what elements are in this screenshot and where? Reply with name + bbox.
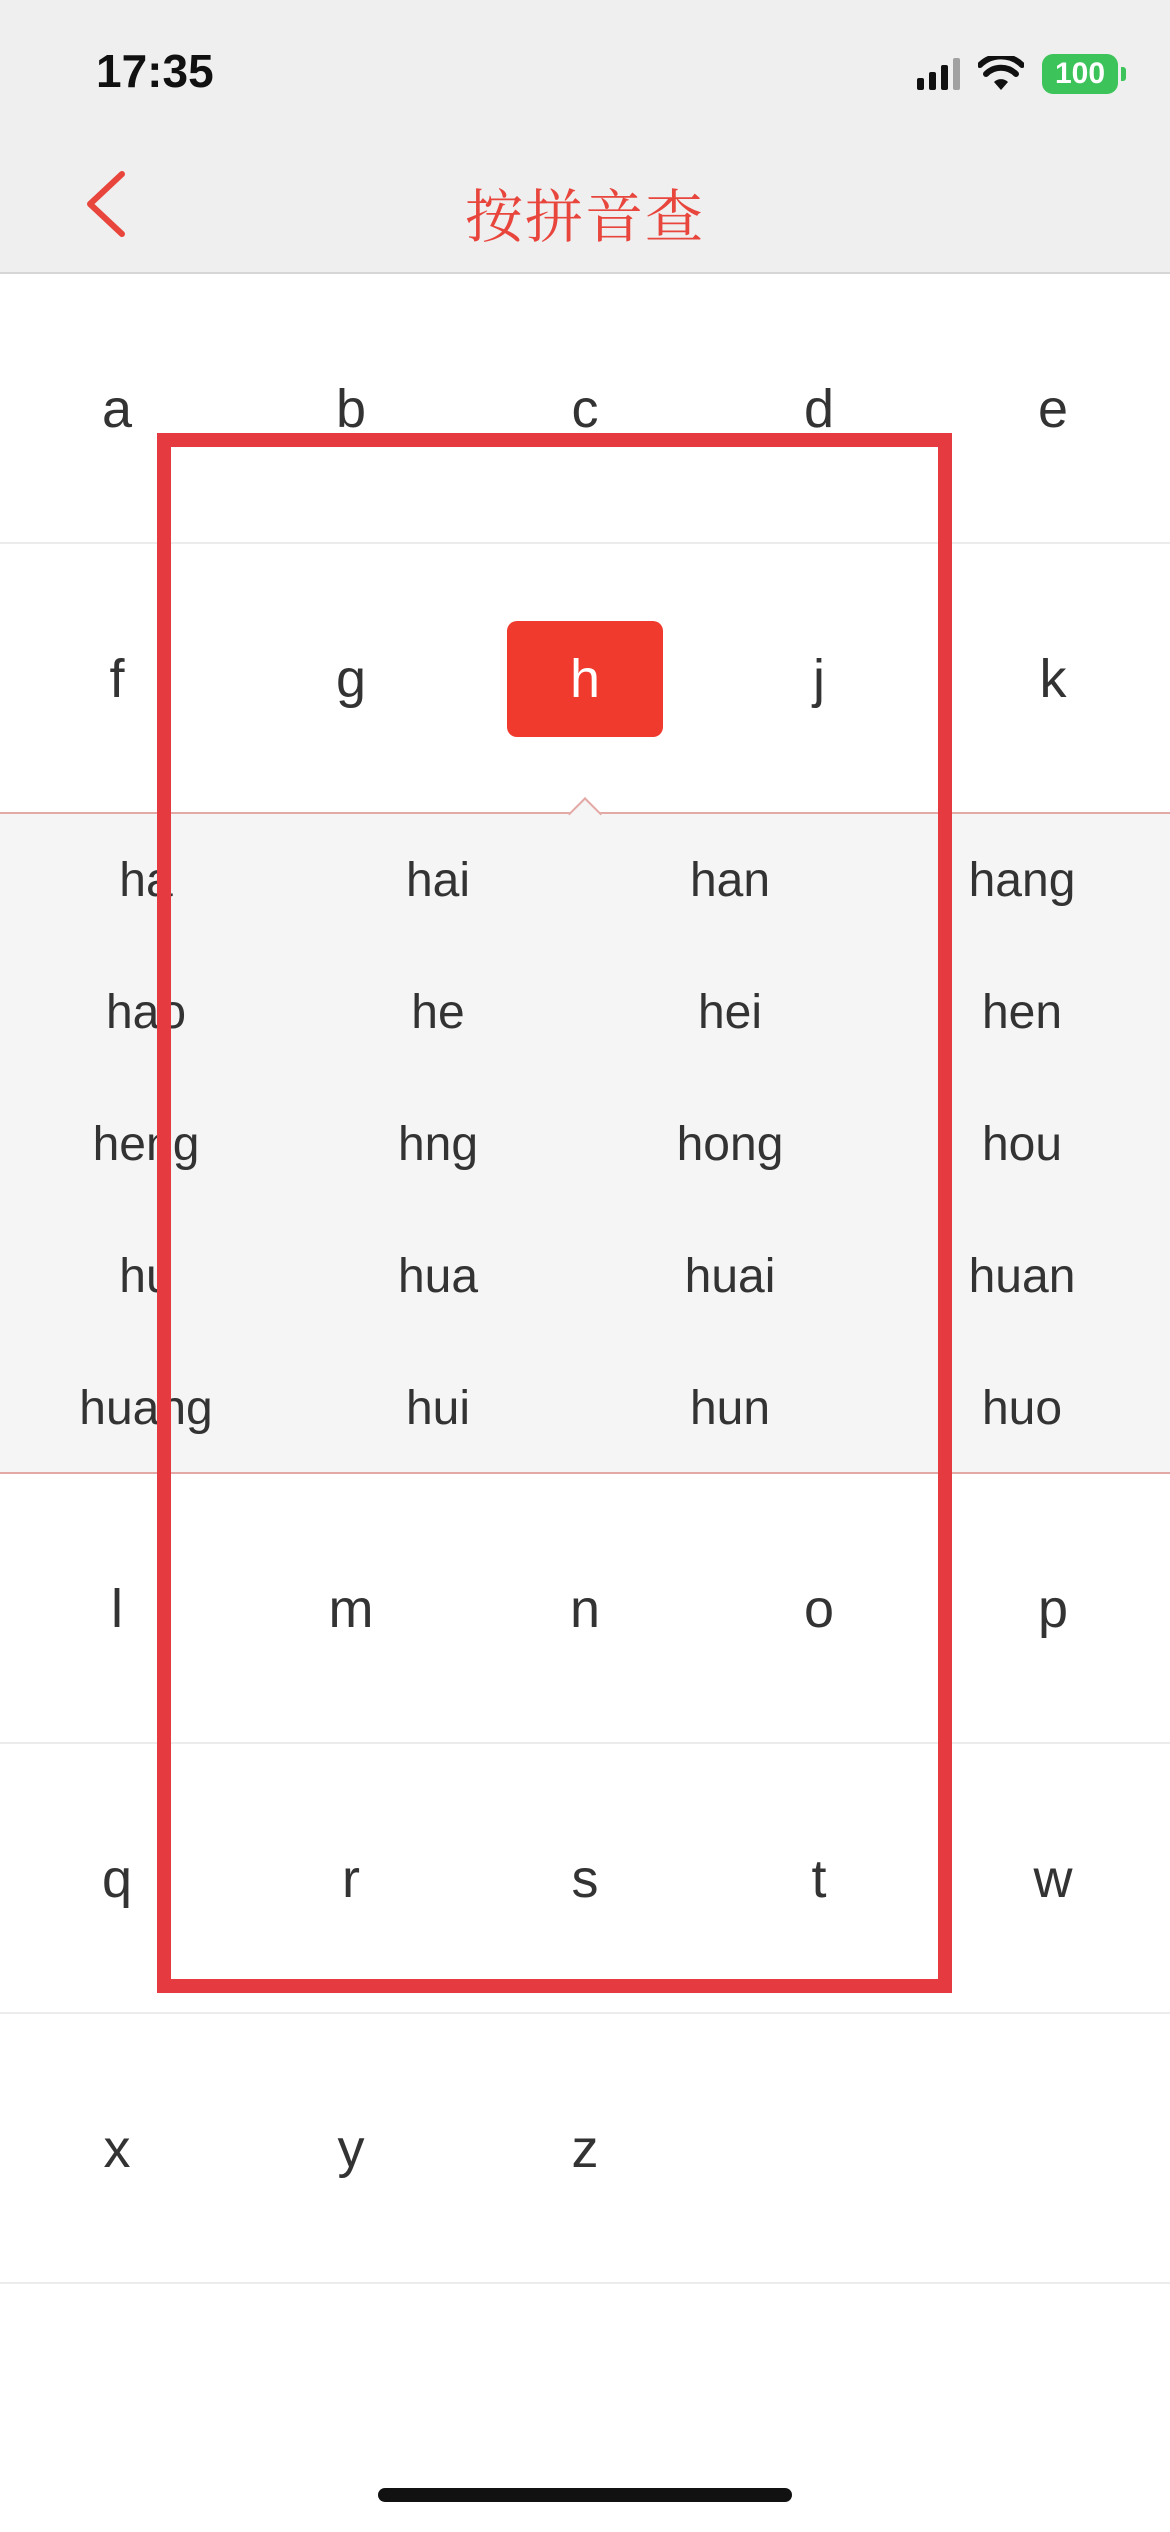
syllable-item[interactable]: he xyxy=(411,985,465,1039)
letter-key[interactable]: r xyxy=(342,1849,360,1909)
letter-key[interactable]: g xyxy=(335,649,367,709)
letter-key[interactable]: n xyxy=(569,1579,601,1639)
syllable-item[interactable]: hng xyxy=(397,1117,479,1171)
syllable-item[interactable]: hang xyxy=(968,853,1076,907)
pinyin-letter-grid xyxy=(0,274,1170,2284)
home-indicator[interactable] xyxy=(378,2488,792,2502)
syllable-item[interactable]: heng xyxy=(92,1117,200,1171)
letter-key[interactable]: s xyxy=(571,1849,599,1909)
syllable-item[interactable]: hao xyxy=(105,985,187,1039)
wifi-icon xyxy=(978,56,1024,92)
syllable-item[interactable]: hai xyxy=(405,853,471,907)
status-time: 17:35 xyxy=(96,45,214,97)
syllable-item[interactable]: hong xyxy=(676,1117,784,1171)
battery-icon: 100 xyxy=(1042,54,1118,94)
letter-key[interactable]: a xyxy=(101,379,133,439)
letter-key[interactable]: e xyxy=(1037,379,1069,439)
letter-key[interactable]: k xyxy=(1039,649,1067,709)
letter-key[interactable]: m xyxy=(328,1579,374,1639)
letter-key[interactable]: c xyxy=(571,379,599,439)
letter-key[interactable]: f xyxy=(109,649,125,709)
letter-row-4 xyxy=(0,1744,1170,2014)
letter-key[interactable]: w xyxy=(1033,1849,1073,1909)
letter-key[interactable]: o xyxy=(803,1579,835,1639)
letter-key[interactable]: l xyxy=(111,1579,123,1639)
syllable-panel xyxy=(0,814,1170,1474)
syllable-item[interactable]: huan xyxy=(968,1249,1076,1303)
status-icons xyxy=(917,50,1118,98)
letter-row-1 xyxy=(0,274,1170,544)
letter-key[interactable]: y xyxy=(337,2119,365,2179)
syllable-item[interactable]: huo xyxy=(981,1381,1063,1435)
navigation-bar xyxy=(0,0,1170,274)
letter-key-selected[interactable]: h xyxy=(468,544,702,814)
letter-key[interactable]: d xyxy=(803,379,835,439)
letter-key[interactable]: b xyxy=(335,379,367,439)
letter-key[interactable]: x xyxy=(103,2119,131,2179)
syllable-item[interactable]: hei xyxy=(697,985,763,1039)
syllable-item[interactable]: ha xyxy=(119,853,173,907)
syllable-item[interactable]: hou xyxy=(981,1117,1063,1171)
syllable-item[interactable]: hun xyxy=(689,1381,771,1435)
letter-row-5 xyxy=(0,2014,1170,2284)
letter-key[interactable]: t xyxy=(811,1849,827,1909)
letter-key[interactable]: p xyxy=(1037,1579,1069,1639)
page-title: 按拼音查 xyxy=(464,183,705,251)
syllable-item[interactable]: huai xyxy=(684,1249,776,1303)
cellular-signal-icon xyxy=(917,58,960,90)
syllable-item[interactable]: huang xyxy=(79,1381,213,1435)
letter-key[interactable]: j xyxy=(813,649,825,709)
syllable-item[interactable]: han xyxy=(689,853,771,907)
letter-row-2 xyxy=(0,544,1170,814)
letter-key[interactable]: z xyxy=(571,2119,599,2179)
letter-row-3 xyxy=(0,1474,1170,1744)
syllable-item[interactable]: hui xyxy=(405,1381,471,1435)
syllable-item[interactable]: hua xyxy=(397,1249,479,1303)
letter-key[interactable]: q xyxy=(101,1849,133,1909)
syllable-item[interactable]: hu xyxy=(119,1249,173,1303)
syllable-item[interactable]: hen xyxy=(981,985,1063,1039)
